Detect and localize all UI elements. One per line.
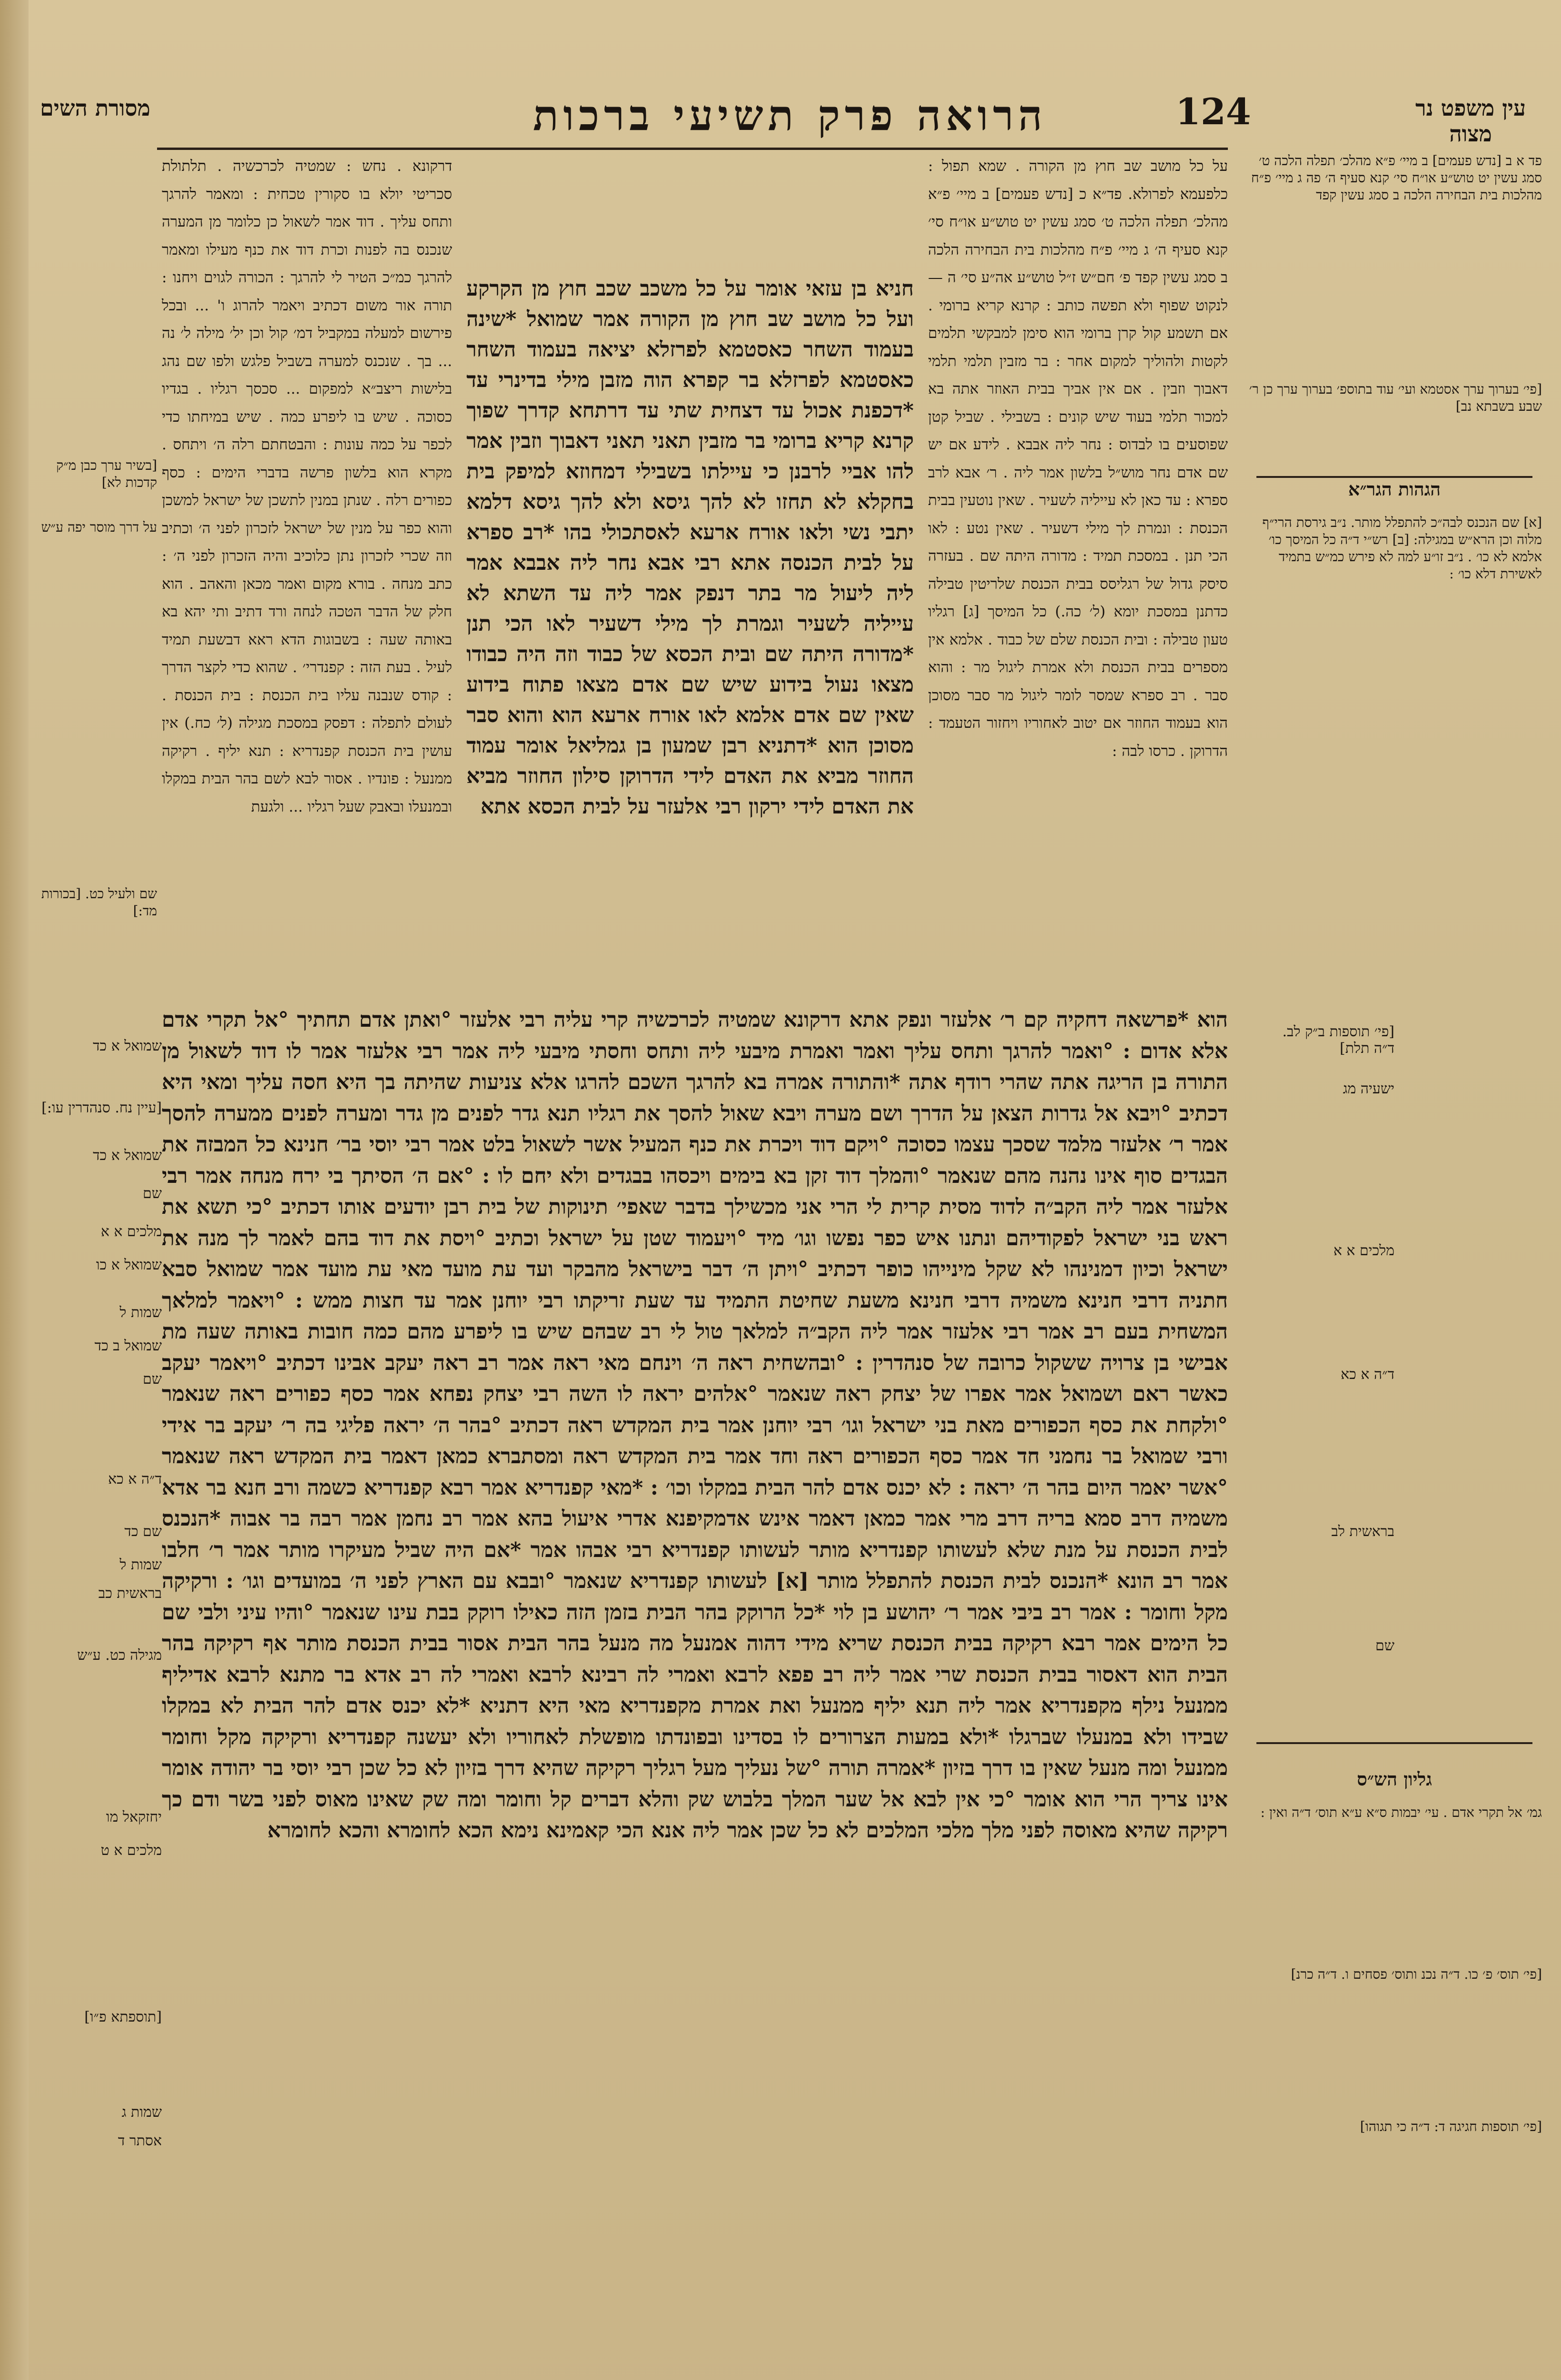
verse-reference: שמואל א כד	[93, 1038, 162, 1054]
verse-reference: אסתר ד	[118, 2132, 162, 2149]
verse-reference: שמות ג	[121, 2104, 162, 2121]
verse-reference: בראשית כב	[98, 1585, 162, 1602]
verse-reference: מלכים א ט	[100, 1842, 162, 1859]
right-margin-note: [פי׳ בערוך ערך אסטמא ועי׳ עוד בתוספ׳ בערוך ערך כן ר׳ שבע בשבתא נב]	[1249, 381, 1542, 414]
verse-reference: שמואל א כד	[93, 1147, 162, 1164]
rashi-commentary-right: על כל מושב שב חוץ מן הקורה . שמא תפול : כלפעמא לפרולא. פד״א כ [נדש פעמים] ב מיי׳ פ״א מהלכ׳ תפלה הלכה ט׳ סמג עשין יט טוש״ע או״ח סי׳ קנא סעיף ה׳ ג מיי׳ פ״ח מהלכות בית הבחירה הלכה ב סמג עשין קפד פ׳ חם״ש ז״ל טוש״ע אה״ע סי׳ ה — לנקוט שפוף ולא תפשה כותב : קרנא קריא ברומי . אם תשמע קול קרן ברומי הוא סימן למבקשי תלמים לקטות ולהוליך למקום אחר : בר מזבין תלמי תלמי דאבוך וזבין . אם אין אביך בבית האוזר אתה בא למכור תלמי בעוד שיש קונים : בשבילי . שביל קטן שפוסעים בו לבדוס : נחר ליה אבבא . לידע אם יש שם אדם נחר מוש״ל בלשון אמר ליה . ר׳ אבא לרב ספרא : עד כאן לא עייליה לשעיר . שאין נוטעין בבית הכנסת : ונמרת לך מילי דשעיר . שאין נטע : לאו הכי תנן . במסכת תמיד : מדורה היתה שם . בעזרה סיסק גדול של רגליסס בבית הכנסת שלריטין טבילה כדתנן במסכת יומא (ל׳ כה.) כל המיסך [ג] רגליו טעון טבילה : ובית הכנסת שלם של כבוד . אלמא אין מספרים בבית הכנסת ולא אמרת ליגול מר : והוא סבר . רב ספרא שמסר לומר ליגול מר סבר מסוכן הוא בעמוד החוזר אם יטוב לאחוריו ויחזור הטעמד : הדרוקן . כרסו לבה :	[928, 158, 1228, 760]
masoret-hashas-label: מסורת השים	[40, 95, 150, 121]
gemara-text-top: חניא בן עזאי אומר על כל משכב שכב חוץ מן הקרקע ועל כל מושב שב חוץ מן הקורה אמר שמואל *שינה בעמוד השחר כאסטמא לפרזלא יציאה בעמוד השחר כאסטמא לפרזלא בר קפרא הוה מזבן מילי בדינרי עד *דכפנת אכול עד דצחית שתי עד דרתחא קדרך שפוך קרנא קריא ברומי בר מזבין תאני תאני דאבוך וזבין אמר להו אביי לרבנן כי עיילתו בשבילי דמחוזא למיפק בית בחקלא לא תחזו לא להך גיסא ולא להך גיסא דלמא יתבי נשי ולאו אורח ארעא לאסתכולי בהו *רב ספרא על לבית הכנסה אתא רבי אבא נחר ליה אבבא אמר ליה ליעול מר בתר דנפק אמר ליה עד השתא לא עייליה לשעיר וגמרת לך מילי דשעיר לאו הכי תנן *מדורה היתה שם ובית הכסא של כבוד וזה היה כבודו מצאו נעול בידוע שיש שם אדם מצאו פתוח בידוע שאין שם אדם אלמא לאו אורח ארעא הוא והוא סבר מסוכן הוא *דתניא רבן שמעון בן גמליאל אומר עמוד החוזר מביא את האדם לידי הדרוקן סילון החוזר מביא את האדם לידי ירקון רבי אלעזר על לבית הכסא אתא	[466, 277, 914, 819]
rashi-commentary-left: דרקונא . נחש : שמטיה לכרכשיה . תלתולת סכריטי יולא בו סקורין טכחית : ומאמר להרגך ותחס עליך . דוד אמר לשאול כן כלומר מן המערה שנכנס בה לפנות וכרת דוד את כנף מעילו ומאמר להרגך כמ״כ הטיר לי להרגך : הכורה לגוים ויחנו : תורה אור משום דכתיב ויאמר להרוג ו' ... ובכל פירשום למעלה במקביל דמ׳ קול וכן יל׳ מילה ל׳ נה ... בך . שנכנס למערה בשביל פלגש ולפו שם נהג בלישות ריצב״א למפקום ... סכסך רגליו . בגדיו כסוכה . שיש בו ליפרע כמה . שיש במיחתו כדי לכפר על כמה עונות : והבטחתם רלה ה׳ ויתחס . מקרא הוא בלשון פרשה בדברי הימים : כסף כפורים רלה . שנתן במנין לתשכן של ישראל למשכן והוא כפר על מנין של ישראל לזכרון לפני ה׳ וכתיב וזה שכרי לזכרון נתן כלוכיב והיה הזכרון לפני ה׳ : כתב מנחה . בורא מקום ואמר מכאן והאהב . הוא חלק של הדבר הטכה לנחה ורד דתיב ותי יהא בא באותה שעה : בשבוגות הדא ראא דבשעת תמיד לעיל . בעת הזה : קפנדרי׳ . שהוא כדי לקצר הדרך : קודס שנבנה עליו בית הכנסת : בית הכנסת . לעולם לתפלה : דפסק במסכת מגילה (ל׳ כח.) אין עושין בית הכנסת קפנדריא : תנא יליף . רקיקה ממנעל : פונדיו . אסור לבא לשם בהר הבית במקלו ובמנעלו ובאבק שעל רגליו ... ולגעת	[162, 158, 452, 815]
hagahot-hagra-title: הגהות הגר״א	[1348, 481, 1441, 500]
left-margin-note: [בשיר ערך כבן מ״ק קדכות לא]	[56, 457, 157, 490]
ornament-divider	[1256, 476, 1532, 478]
right-margin-note: [פי׳ תוס׳ פ׳ כו. ד״ה נכנ ותוס׳ פסחים ו. ד״ה כרנ]	[1291, 1966, 1542, 1982]
verse-reference: [תוספתא פ״ו]	[84, 2009, 162, 2025]
gilyon-hashas-title: גליון הש״ס	[1357, 1771, 1432, 1790]
ornament-divider	[1256, 1742, 1532, 1744]
ein-mishpat-entries: פד א ב [נדש פעמים] ב מיי׳ פ״א מהלכ׳ תפלה הלכה ט׳ סמג עשין יט טוש״ע או״ח סי׳ קנא סעיף ה׳ פה ג מיי׳ פ״ח מהלכות בית הבחירה הלכה ב סמג עשין קפד	[1251, 153, 1542, 203]
hagahot-hagra-text: [א] שם הנכנס לבה״כ להתפלל מותר. נ״ב גירסת הרי״ף מלוה וכן הרא״ש במגילה: [ב] רש״י ד״ה כל המיסך כו׳ אלמא לא כו׳ . נ״ב זו״ע למה לא פירש כמ״ש בתמיד לאשירת דלא כו׳ :	[1262, 515, 1542, 582]
verse-reference: יחזקאל מו	[106, 1809, 162, 1825]
verse-reference: שם	[143, 1371, 162, 1388]
verse-reference: ישעיה מג	[1343, 1081, 1394, 1097]
verse-reference: שם	[1375, 1637, 1394, 1654]
page-gutter	[0, 0, 29, 2380]
verse-reference: שם כד	[124, 1523, 162, 1540]
verse-reference: שמואל ב כד	[94, 1338, 162, 1354]
header-rule	[157, 148, 1228, 150]
verse-reference: שמואל א כו	[96, 1257, 162, 1273]
verse-reference: [פי׳ תוספות ב״ק לב. ד״ה תלת]	[1282, 1023, 1394, 1057]
verse-reference: מלכים א א	[100, 1223, 162, 1240]
verse-reference: ד״ה א כא	[108, 1471, 162, 1488]
gilyon-hashas-text: גמ׳ אל תקרי אדם . עי׳ יבמות ס״א ע״א תוס׳ ד״ה ואין :	[1260, 1805, 1542, 1820]
verse-reference: בראשית לב	[1331, 1523, 1394, 1540]
verse-reference: מלכים א א	[1333, 1242, 1394, 1259]
ein-mishpat-label: עין משפט נר מצוה	[1415, 95, 1526, 147]
left-margin-note: על דרך מוסר יפה ע״ש	[41, 519, 157, 535]
gemara-text-main: הוא *פרשאה דחקיה קם ר׳ אלעזר ונפק אתא דרקונא שמטיה לכרכשיה קרי עליה רבי אלעזר °ואתן אדם תחתיך °אל תקרי אדם אלא אדום : °ואמר להרגך ותחס עליך ואמר ואמרת מיבעי ליה ותחס וחסתי מיבעי ליה אמר רבי אלעזר אמר לו דוד לשאול מן התורה בן הריגה אתה שהרי רודף אתה *והתורה אמרה בא להרגך השכם להרגו אלא צניעות שהיתה בך היא חסה עליך ומאי היא דכתיב °ויבא אל גדרות הצאן על הדרך ושם מערה ויבא שאול להסך את רגליו תנא גדר לפנים מן גדר ומערה לפנים ממערה להסך אמר ר׳ אלעזר מלמד שסכך עצמו כסוכה °ויקם דוד ויכרת את כנף המעיל אשר לשאול בלט אמר רבי יוסי בר׳ חנינא כל המבזה את הבגדים סוף אינו נהנה מהם שנאמר °והמלך דוד זקן בא בימים ויכסהו בבגדים ולא יחם לו : °אם ה׳ הסיתך בי ירח מנחה אמר רבי אלעזר אמר ליה הקב״ה לדוד מסית קרית לי הרי אני מכשילך בדבר שאפי׳ תינוקות של בית רבן יודעים אותו דכתיב °כי תשא את ראש בני ישראל לפקודיהם ונתנו איש כפר נפשו וגו׳ מיד °ויעמוד שטן על ישראל וכתיב °ויסת את דוד בהם לאמר לך מנה את ישראל וכיון דמנינהו לא שקל מינייהו כופר דכתיב °ויתן ה׳ דבר בישראל מהבקר ועד עת מועד מאי עת מועד אמר שמואל סבא חתניה דרבי חנינא משמיה דרבי חנינא משעת שחיטת התמיד עד שעת זריקתו רבי יוחנן אמר עד חצות ממש : °ויאמר למלאך המשחית בעם רב אמר רבי אלעזר אמר ליה הקב״ה למלאך טול לי רב שבהם שיש בו ליפרע מהם כמה חובות באותה שעה מת אבישי בן צרויה ששקול כרובה של סנהדרין : °ובהשחית ראה ה׳ וינחם מאי ראה אמר רב ראה יעקב אבינו דכתיב °ויאמר יעקב כאשר ראם ושמואל אמר אפרו של יצחק ראה שנאמר °אלהים יראה לו השה רבי יצחק נפחא אמר כסף כפורים ראה שנאמר °ולקחת את כסף הכפורים מאת בני ישראל וגו׳ רבי יוחנן אמר בית המקדש ראה דכתיב °בהר ה׳ יראה פליגי בה ר׳ יעקב בר אידי ורבי שמואל בר נחמני חד אמר כסף הכפורים ראה וחד אמר בית המקדש ראה ומסתברא כמאן דאמר בית המקדש ראה שנאמר °אשר יאמר היום בהר ה׳ יראה : לא יכנס אדם להר הבית במקלו וכו׳ : *מאי קפנדריא אמר רבא קפנדריא כשמה ורב חנא בר אדא משמיה דרב סמא בריה דרב מרי אמר כמאן דאמר אינש אדמקיפנא אדרי איעול בהא אמר רב נחמן אמר רבה בר אבוה *הנכנס לבית הכנסת על מנת שלא לעשותו קפנדריא מותר לעשותו קפנדריא רבי אבהו אמר *אם היה שביל מעיקרו מותר אמר ר׳ חלבו אמר רב הונא *הנכנס לבית הכנסת להתפלל מותר [א] לעשותו קפנדריא שנאמר °ובבא עם הארץ לפני ה׳ במועדים וגו׳ : ורקיקה מקל וחומר : אמר רב ביבי אמר ר׳ יהושע בן לוי *כל הרוקק בהר הבית בזמן הזה כאילו רוקק בבת עינו שנאמר °והיו עיני ולבי שם כל הימים אמר רבא רקיקה בבית הכנסת שריא מידי דהוה אמנעל מה מנעל בהר הבית אסור בבית הכנסת מותר אף רקיקה בהר הבית הוא דאסור בבית הכנסת שרי אמר ליה רב פפא לרבא ואמרי לה רבינא לרבא ואמרי לה רב אדא בר מתנא לרבא אדיליף ממנעל נילף מקפנדריא אמר ליה תנא יליף ממנעל ואת אמרת מקפנדריא מאי היא דתניא *לא יכנס אדם להר הבית לא במקלו שבידו ולא במנעלו שברגלו *ולא במעות הצרורים לו בסדינו ובפונדתו מופשלת לאחוריו ולא יעשנה קפנדריא ורקיקה מקל וחומר ממנעל ומה מנעל שאין בו דרך בזיון *אמרה תורה °של נעליך מעל רגליך רקיקה שהיא דרך בזיון לא כל שכן רבי יוסי בר יהודה אומר אינו צריך הרי הוא אומר °כי אין לבא אל שער המלך בלבוש שק והלא דברים קל וחומר ומה שק שאינו מאוס לפני בשר ודם כך רקיקה שהיא מאוסה לפני מלך מלכי המלכים לא כל שכן אמר ליה אנא הכי קאמינא נימא הכא לחומרא והכא לחומרא	[162, 1008, 1228, 1843]
verse-reference: [עיין נח. סנהדרין עו:]	[41, 1100, 162, 1116]
right-margin-note: [פי׳ תוספות חגיגה ד: ד״ה כי תגוהו]	[1360, 2119, 1542, 2134]
page-number: 124	[1176, 90, 1251, 133]
verse-reference: ד״ה א כא	[1341, 1366, 1394, 1383]
verse-reference: מגילה כט. ע״ש	[77, 1647, 162, 1664]
verse-reference: שמות ל	[119, 1304, 162, 1321]
page-title: הרואה פרק תשיעי ברכות	[533, 90, 1047, 140]
verse-reference: שם	[143, 1185, 162, 1202]
left-margin-note: שם ולעיל כט. [בכורות מד:]	[41, 886, 157, 919]
verse-reference: שמות ל	[119, 1557, 162, 1573]
